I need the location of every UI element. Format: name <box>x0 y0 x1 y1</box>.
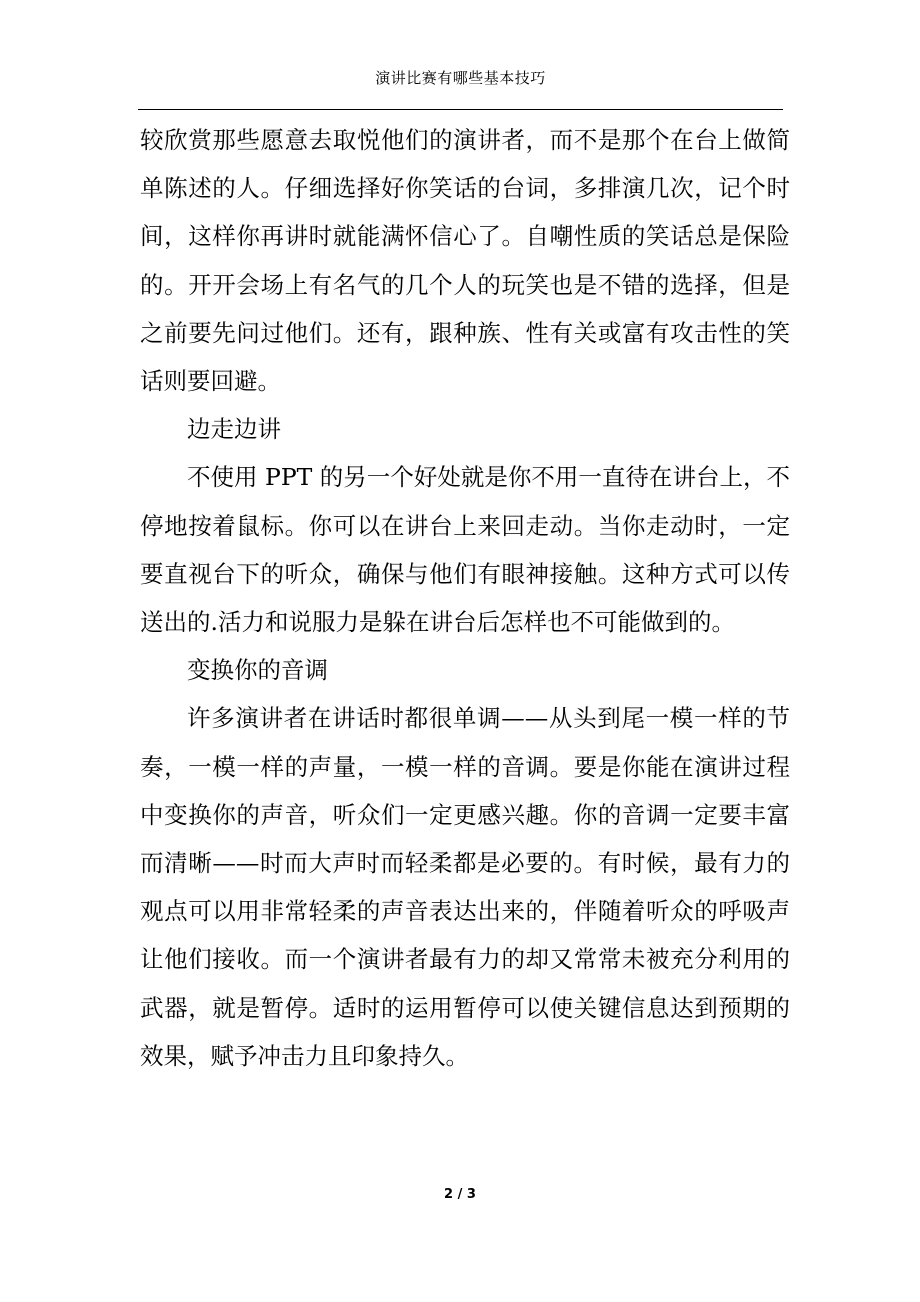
document-body <box>140 116 790 1080</box>
paragraph-vary-tone: 许多演讲者在讲话时都很单调——从头到尾一模一样的节奏，一模一样的声量，一模一样的音调。要是你能在演讲过程中变换你的声音，听众们一定更感兴趣。你的音调一定要丰富而清晰——时而大声时而轻柔都是必要的。有时候，最有力的观点可以用非常轻柔的声音表达出来的，伴随着听众的呼吸声让他们接收。而一个演讲者最有力的却又常常未被充分利用的武器，就是暂停。适时的运用暂停可以使关键信息达到预期的效果，赋予冲击力且印象持久。 <box>140 704 790 1070</box>
paragraph-walk-and-talk: 不使用 PPT 的另一个好处就是你不用一直待在讲台上，不停地按着鼠标。你可以在讲台上来回走动。当你走动时，一定要直视台下的听众，确保与他们有眼神接触。这种方式可以传送出的.活力和说服力是躲在讲台后怎样也不可能做到的。 <box>140 463 790 637</box>
page-number: 2 / 3 <box>444 1187 476 1202</box>
section-heading-vary-tone: 变换你的音调 <box>187 656 328 685</box>
section-heading-walk-and-talk: 边走边讲 <box>187 415 281 444</box>
document-title: 演讲比赛有哪些基本技巧 <box>375 69 546 87</box>
page-header <box>138 64 783 110</box>
paragraph-continuation: 较欣赏那些愿意去取悦他们的演讲者，而不是那个在台上做简单陈述的人。仔细选择好你笑话的台词，多排演几次，记个时间，这样你再讲时就能满怀信心了。自嘲性质的笑话总是保险的。开开会场上有名气的几个人的玩笑也是不错的选择，但是之前要先问过他们。还有，跟种族、性有关或富有攻击性的笑话则要回避。 <box>140 126 790 396</box>
